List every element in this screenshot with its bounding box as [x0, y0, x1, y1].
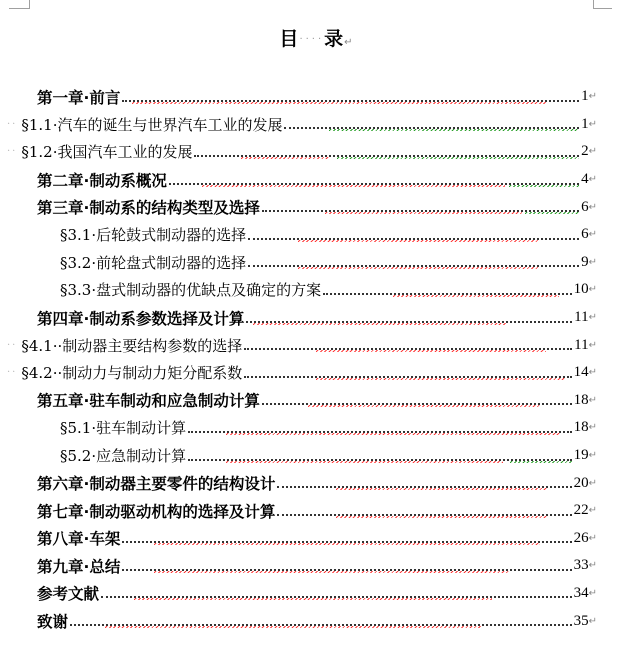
spelling-squiggle	[132, 102, 548, 104]
paragraph-mark-icon: ↵	[588, 532, 597, 544]
toc-entry-label: 致谢	[37, 610, 68, 632]
paragraph-mark-icon: ↵	[588, 505, 597, 517]
toc-page-number: 26	[573, 529, 589, 546]
toc-page-number: 11	[574, 309, 589, 326]
dot-leader	[122, 90, 579, 104]
toc-entry-label: 第四章·制动系参数选择及计算	[37, 307, 244, 329]
toc-entry-chapter[interactable]	[0, 166, 633, 194]
paragraph-mark-icon: ↵	[588, 91, 597, 103]
spelling-squiggle	[105, 626, 481, 628]
toc-page-number: 11	[574, 336, 589, 353]
page-corner-mark-top-left	[9, 0, 30, 9]
toc-page-number: 20	[573, 474, 589, 491]
toc-page-number: 22	[573, 502, 589, 519]
toc-entry-section[interactable]	[0, 138, 633, 166]
toc-entry-label: §4.2··制动力与制动力矩分配系数	[21, 364, 243, 383]
paragraph-mark-icon: ↵	[588, 118, 597, 130]
spelling-squiggle	[325, 212, 522, 214]
toc-entry-label: 第三章·制动系的结构类型及选择	[37, 196, 260, 218]
paragraph-mark-icon: ↵	[588, 284, 597, 296]
spelling-squiggle	[308, 405, 540, 407]
paragraph-mark-icon: ↵	[588, 339, 597, 351]
dot-leader	[277, 504, 571, 518]
dot-leader	[244, 366, 571, 380]
toc-page-number: 33	[573, 557, 589, 574]
paragraph-mark-icon: ↵	[588, 560, 597, 572]
paragraph-mark-icon: ↵	[588, 450, 597, 462]
title-char-right: 录	[324, 28, 345, 50]
title-spacer: ····	[299, 34, 325, 45]
dot-leader	[101, 586, 572, 600]
toc-entry-label: §1.2·我国汽车工业的发展	[21, 143, 193, 162]
dot-leader	[284, 117, 579, 131]
paragraph-mark-icon: ↵	[588, 422, 597, 434]
paragraph-mark-icon: ↵	[588, 367, 597, 379]
dot-leader	[194, 145, 579, 159]
toc-entry-section[interactable]	[0, 249, 633, 277]
toc-page-number: 1	[581, 115, 589, 132]
table-of-contents	[0, 83, 633, 635]
toc-entry-chapter[interactable]	[0, 387, 633, 415]
dot-leader	[70, 614, 572, 628]
toc-entry-label: 第六章·制动器主要零件的结构设计	[37, 472, 275, 494]
spelling-squiggle	[134, 598, 492, 600]
toc-entry-label: 第一章·前言	[37, 86, 120, 108]
toc-page-number: 6	[581, 226, 589, 243]
toc-entry-section[interactable]	[0, 331, 633, 359]
spelling-squiggle	[393, 295, 559, 297]
toc-entry-section[interactable]	[0, 442, 633, 470]
grammar-squiggle	[510, 461, 571, 463]
toc-entry-label: §5.2·应急制动计算	[60, 447, 187, 466]
toc-entry-label: §3.2·前轮盘式制动器的选择	[60, 253, 247, 272]
toc-entry-label: 第九章·总结	[37, 555, 120, 577]
paragraph-mark-icon: ↵	[588, 587, 597, 599]
paragraph-mark-icon: ↵	[588, 615, 597, 627]
spelling-squiggle	[226, 461, 502, 463]
toc-page-number: 14	[573, 364, 589, 381]
dot-leader	[248, 228, 579, 242]
toc-entry-chapter[interactable]	[0, 193, 633, 221]
toc-entry-chapter[interactable]	[0, 304, 633, 332]
toc-entry-label: §5.1·驻车制动计算	[60, 419, 187, 438]
toc-entry-chapter[interactable]	[0, 580, 633, 608]
title-char-left: 目	[279, 28, 300, 50]
toc-page-number: 19	[573, 447, 589, 464]
dot-leader	[323, 283, 571, 297]
paragraph-mark-icon: ↵	[588, 477, 597, 489]
indent-space-marks: ··	[7, 367, 18, 379]
dot-leader	[262, 200, 579, 214]
dot-leader	[122, 531, 571, 545]
toc-page-number: 2	[581, 143, 589, 160]
toc-entry-chapter[interactable]	[0, 469, 633, 497]
toc-entry-section[interactable]	[0, 359, 633, 387]
spelling-squiggle	[202, 185, 506, 187]
toc-entry-label: §1.1·汽车的诞生与世界汽车工业的发展	[21, 115, 283, 134]
dot-leader	[122, 559, 571, 573]
toc-page-number: 1	[581, 88, 589, 105]
dot-leader	[169, 173, 579, 187]
dot-leader	[188, 421, 571, 435]
toc-entry-label: 参考文献	[37, 582, 99, 604]
dot-leader	[262, 393, 572, 407]
toc-title	[0, 24, 633, 51]
grammar-squiggle	[525, 212, 579, 214]
toc-entry-label: 第八章·车架	[37, 527, 120, 549]
toc-entry-label: 第七章·制动驱动机构的选择及计算	[37, 500, 275, 522]
paragraph-mark-icon: ↵	[588, 256, 597, 268]
spelling-squiggle	[298, 267, 540, 269]
spelling-squiggle	[154, 543, 540, 545]
toc-entry-chapter[interactable]	[0, 497, 633, 525]
toc-entry-section[interactable]	[0, 276, 633, 304]
toc-page-number: 18	[573, 419, 589, 436]
toc-entry-label: §3.1·后轮鼓式制动器的选择	[60, 226, 247, 245]
toc-entry-chapter[interactable]	[0, 552, 633, 580]
dot-leader	[246, 311, 572, 325]
spelling-squiggle	[298, 240, 540, 242]
page-corner-mark-top-right	[593, 0, 612, 9]
toc-page-number: 34	[573, 584, 589, 601]
toc-entry-chapter[interactable]	[0, 607, 633, 635]
toc-page-number: 4	[581, 171, 589, 188]
paragraph-mark-icon: ↵	[588, 146, 597, 158]
spelling-squiggle	[253, 323, 507, 325]
dot-leader	[277, 476, 571, 490]
spelling-squiggle	[154, 571, 509, 573]
paragraph-mark-icon: ↵	[588, 229, 597, 241]
spelling-squiggle	[241, 157, 329, 159]
indent-space-marks: ··	[7, 146, 18, 158]
toc-page-number: 10	[573, 281, 589, 298]
dot-leader	[248, 255, 579, 269]
toc-entry-chapter[interactable]	[0, 83, 633, 111]
grammar-squiggle	[337, 157, 579, 159]
paragraph-mark-icon: ↵	[588, 174, 597, 186]
dot-leader	[188, 449, 571, 463]
spelling-squiggle	[226, 433, 560, 435]
toc-entry-label: §3.3·盘式制动器的优缺点及确定的方案	[60, 281, 322, 300]
indent-space-marks: ··	[7, 118, 18, 130]
toc-page-number: 6	[581, 198, 589, 215]
toc-entry-label: 第五章·驻车制动和应急制动计算	[37, 389, 260, 411]
toc-entry-section[interactable]	[0, 221, 633, 249]
dot-leader	[244, 338, 572, 352]
toc-entry-section[interactable]	[0, 111, 633, 139]
spelling-squiggle	[316, 350, 546, 352]
spelling-squiggle	[316, 378, 565, 380]
paragraph-mark-icon: ↵	[588, 394, 597, 406]
toc-entry-label: 第二章·制动系概况	[37, 169, 167, 191]
paragraph-mark-icon: ↵	[588, 312, 597, 324]
paragraph-mark-icon: ↵	[344, 37, 354, 48]
toc-page-number: 9	[581, 253, 589, 270]
grammar-squiggle	[509, 185, 579, 187]
toc-entry-section[interactable]	[0, 414, 633, 442]
toc-entry-label: §4.1··制动器主要结构参数的选择	[21, 336, 243, 355]
spelling-squiggle	[336, 488, 548, 490]
toc-page-number: 18	[573, 391, 589, 408]
toc-entry-chapter[interactable]	[0, 525, 633, 553]
indent-space-marks: ··	[7, 339, 18, 351]
spelling-squiggle	[336, 516, 548, 518]
grammar-squiggle	[329, 129, 579, 131]
paragraph-mark-icon: ↵	[588, 201, 597, 213]
toc-page-number: 35	[573, 612, 589, 629]
